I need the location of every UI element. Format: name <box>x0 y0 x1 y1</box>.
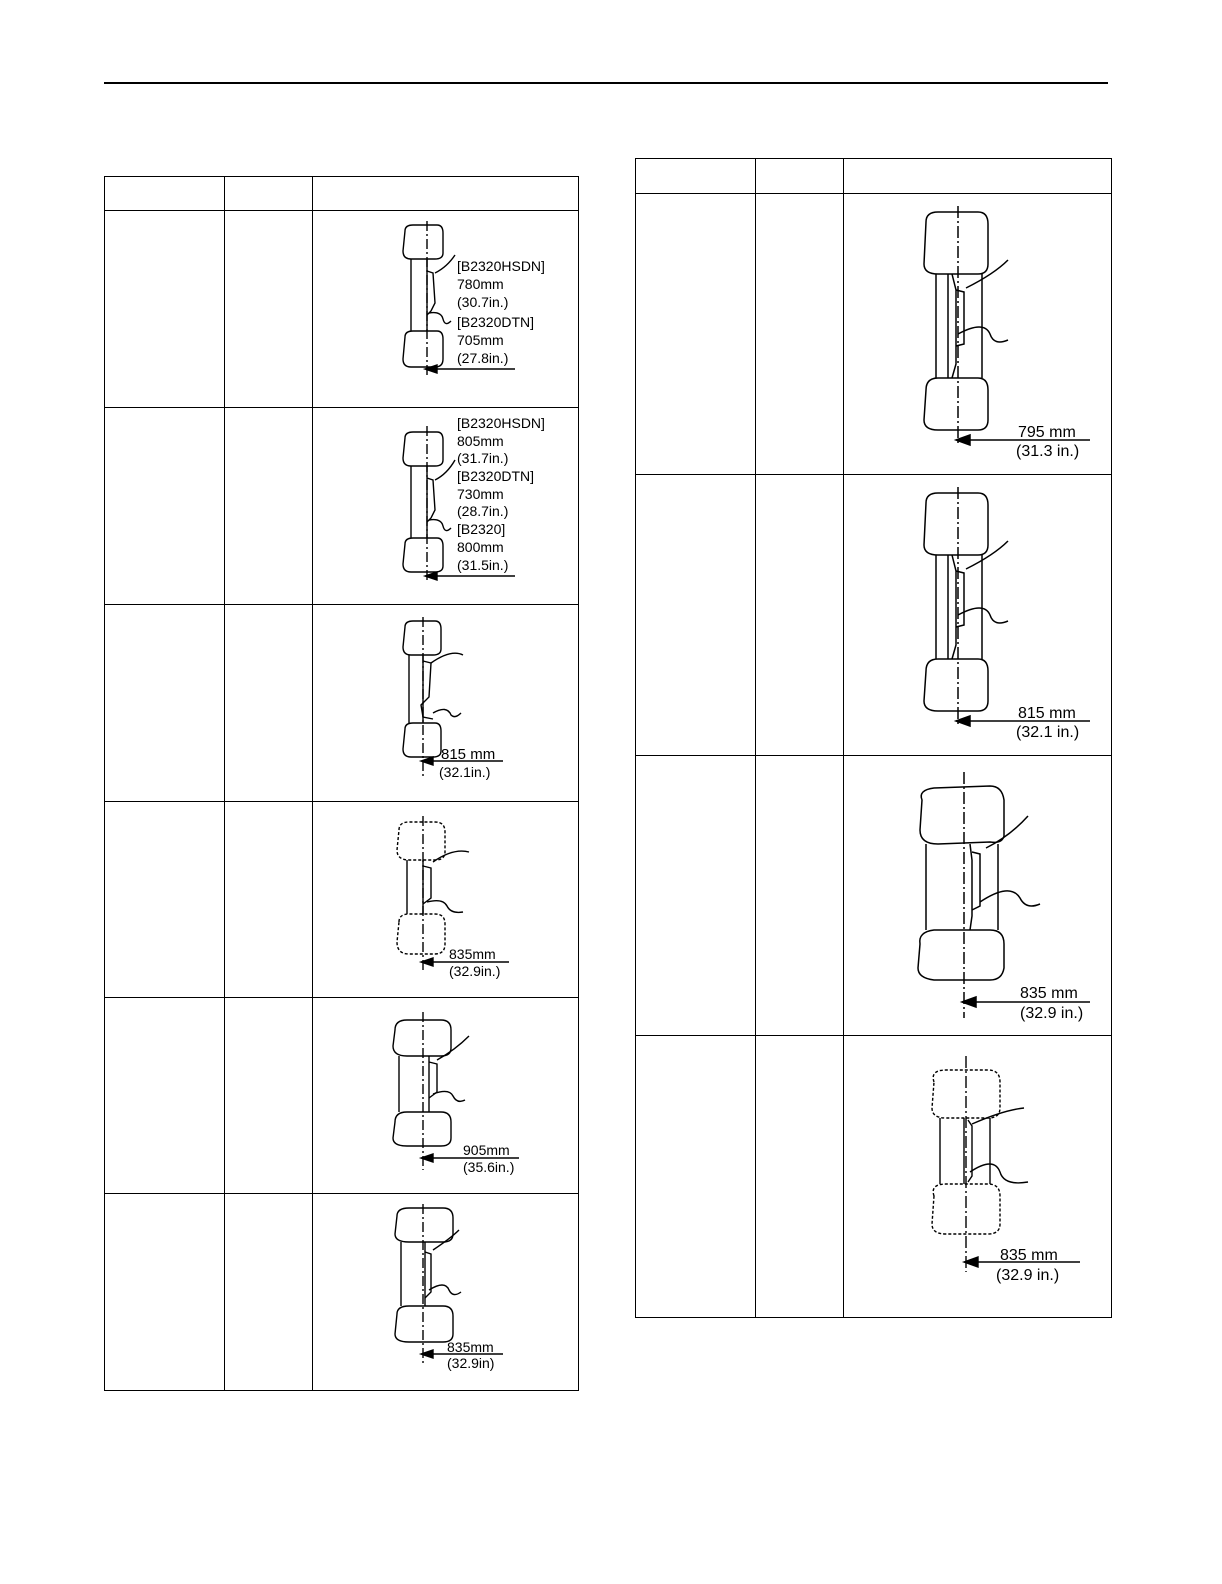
diagram-cell <box>313 605 579 802</box>
header-rule <box>104 82 1108 84</box>
dimension-label: (32.9 in.) <box>996 1267 1060 1284</box>
diagram-cell <box>844 756 1112 1036</box>
wheel-cell <box>225 408 313 605</box>
dimension-label: (32.1in.) <box>439 764 491 780</box>
wheel-tread-diagram <box>313 998 579 1194</box>
tire-cell <box>105 211 225 408</box>
left-tread-table <box>104 176 579 1391</box>
dimension-label: (32.1 in.) <box>1016 724 1080 741</box>
header-cell <box>105 177 225 211</box>
right-tread-table <box>635 158 1112 1318</box>
tire-cell <box>105 802 225 998</box>
diagram-cell <box>313 802 579 998</box>
tire-cell <box>636 1036 756 1318</box>
dimension-label: [B2320HSDN] <box>457 415 545 431</box>
table-header-row <box>636 159 1112 194</box>
header-cell <box>225 177 313 211</box>
table-row <box>636 1036 1112 1318</box>
tire-cell <box>636 475 756 756</box>
table-row <box>105 802 579 998</box>
dimension-label: (35.6in.) <box>463 1159 515 1175</box>
dimension-label: (31.3 in.) <box>1016 443 1080 460</box>
dimension-label: 905mm <box>463 1142 510 1158</box>
dimension-label: 780mm <box>457 276 504 292</box>
wheel-cell <box>756 1036 844 1318</box>
dimension-label: [B2320DTN] <box>457 468 535 484</box>
dimension-label: [B2320] <box>457 521 506 537</box>
dimension-label: (30.7in.) <box>457 294 509 310</box>
dimension-label: 705mm <box>457 332 504 348</box>
dimension-label: (31.7in.) <box>457 450 509 466</box>
wheel-tread-diagram <box>844 475 1112 756</box>
table-row <box>105 211 579 408</box>
wheel-tread-diagram <box>313 802 579 998</box>
wheel-tread-diagram <box>313 605 579 802</box>
dimension-label: 815 mm <box>1018 705 1076 722</box>
wheel-cell <box>225 802 313 998</box>
wheel-tread-diagram <box>313 211 579 408</box>
tire-cell <box>636 756 756 1036</box>
dimension-label: (32.9 in.) <box>1020 1005 1084 1022</box>
wheel-cell <box>225 998 313 1194</box>
dimension-label: 730mm <box>457 486 504 502</box>
diagram-cell <box>313 211 579 408</box>
dimension-label: (28.7in.) <box>457 503 509 519</box>
diagram-cell <box>313 408 579 605</box>
diagram-cell <box>313 1194 579 1391</box>
table-row <box>105 998 579 1194</box>
table-row <box>636 194 1112 475</box>
dimension-label: 795 mm <box>1018 424 1076 441</box>
table-row <box>105 605 579 802</box>
table-row <box>105 408 579 605</box>
dimension-label: 835mm <box>449 946 496 962</box>
dimension-label: [B2320HSDN] <box>457 258 545 274</box>
dimension-label: 805mm <box>457 433 504 449</box>
wheel-tread-diagram <box>313 1194 579 1391</box>
tire-cell <box>105 408 225 605</box>
dimension-label: 835 mm <box>1020 985 1078 1002</box>
header-cell <box>313 177 579 211</box>
wheel-tread-diagram <box>844 194 1112 475</box>
dimension-label: [B2320DTN] <box>457 314 535 330</box>
header-cell <box>844 159 1112 194</box>
dimension-label: (31.5in.) <box>457 557 509 573</box>
wheel-cell <box>225 211 313 408</box>
dimension-label: (27.8in.) <box>457 350 509 366</box>
diagram-cell <box>313 998 579 1194</box>
wheel-cell <box>756 194 844 475</box>
dimension-label: 835mm <box>447 1339 494 1355</box>
wheel-cell <box>756 475 844 756</box>
header-cell <box>636 159 756 194</box>
wheel-tread-diagram <box>313 408 579 605</box>
wheel-tread-diagram <box>844 1036 1112 1318</box>
wheel-tread-diagram <box>844 756 1112 1036</box>
table-row <box>636 756 1112 1036</box>
tire-cell <box>105 1194 225 1391</box>
table-header-row <box>105 177 579 211</box>
wheel-cell <box>225 605 313 802</box>
table-row <box>105 1194 579 1391</box>
dimension-label: 835 mm <box>1000 1247 1058 1264</box>
diagram-cell <box>844 475 1112 756</box>
wheel-cell <box>225 1194 313 1391</box>
diagram-cell <box>844 1036 1112 1318</box>
tire-cell <box>105 605 225 802</box>
diagram-cell <box>844 194 1112 475</box>
wheel-cell <box>756 756 844 1036</box>
tire-cell <box>636 194 756 475</box>
dimension-label: (32.9in) <box>447 1355 495 1371</box>
table-row <box>636 475 1112 756</box>
dimension-label: (32.9in.) <box>449 963 501 979</box>
header-cell <box>756 159 844 194</box>
tire-cell <box>105 998 225 1194</box>
dimension-label: 815 mm <box>441 746 496 763</box>
dimension-label: 800mm <box>457 539 504 555</box>
